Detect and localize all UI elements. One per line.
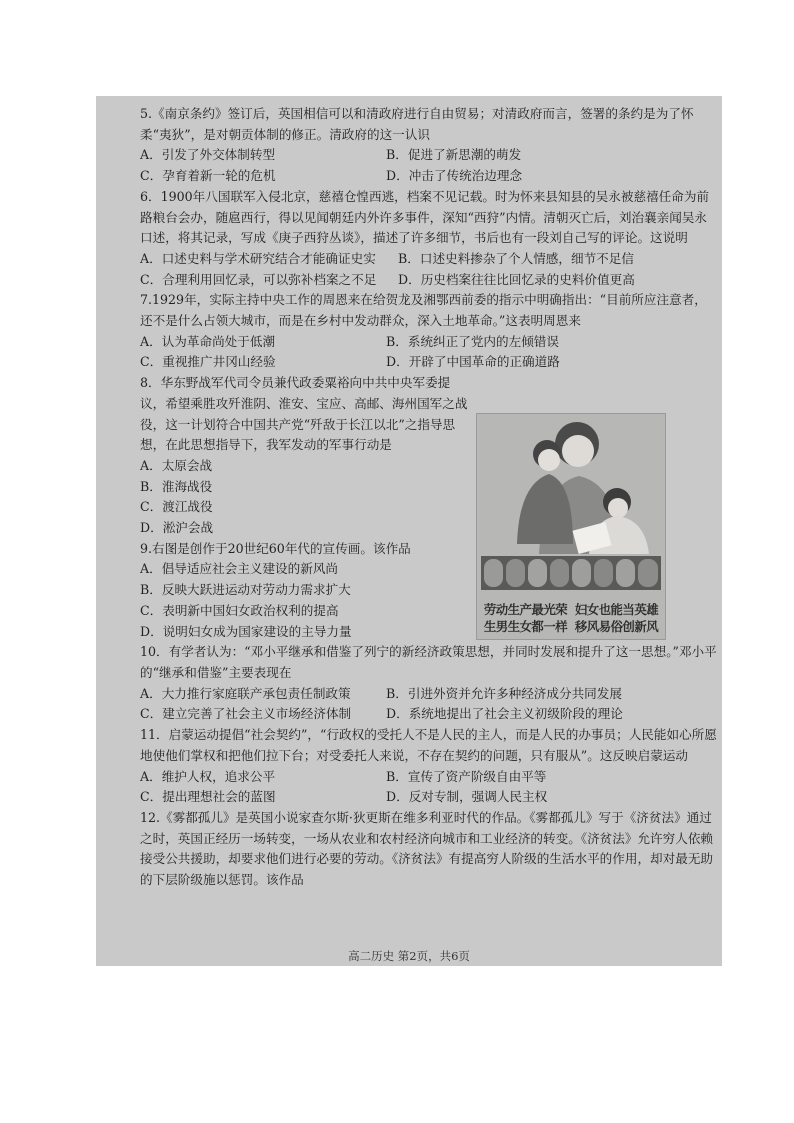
poster-slogans xyxy=(477,601,665,635)
q5-option-c: C．孕育着新一轮的危机 xyxy=(140,168,276,184)
q9-option-c: C．表明新中国妇女政治权利的提高 xyxy=(140,602,339,618)
q6-option-d: D．历史档案往往比回忆录的史料价值更高 xyxy=(398,271,635,287)
worker-figures-strip xyxy=(481,556,661,590)
q6-option-a: A．口述史料与学术研究结合才能确证史实 xyxy=(140,250,376,266)
q7-option-c: C．重视推广井冈山经验 xyxy=(140,354,276,370)
q8-option-a: A．太原会战 xyxy=(140,457,213,473)
scanned-exam-page xyxy=(96,96,722,966)
q10-option-b: B．引进外资并允许多种经济成分共同发展 xyxy=(386,685,622,701)
mother-face xyxy=(562,435,594,467)
slogan-right-2: 移风易俗创新风 xyxy=(574,619,659,634)
q10-options xyxy=(140,684,718,725)
q11-option-a: A．维护人权，追求公平 xyxy=(140,768,276,784)
q6-options xyxy=(140,249,718,290)
q5-option-b: B．促进了新思潮的萌发 xyxy=(386,147,522,163)
q5-option-a: A．引发了外交体制转型 xyxy=(140,147,276,163)
slogan-right-1: 妇女也能当英雄 xyxy=(574,602,659,617)
q10-option-d: D．系统地提出了社会主义初级阶段的理论 xyxy=(386,706,623,722)
q7-options xyxy=(140,332,718,373)
q8-option-b: B．淮海战役 xyxy=(140,478,213,494)
q11-option-d: D．反对专制，强调人民主权 xyxy=(386,789,548,805)
q11-options xyxy=(140,767,718,808)
q5-stem: 5.《南京条约》签订后，英国相信可以和清政府进行自由贸易；对清政府而言，签署的条约是为了怀柔“夷狄”，是对朝贡体制的修正。清政府的这一认识 xyxy=(140,106,694,142)
q5-options xyxy=(140,145,718,186)
q9-option-b: B．反映大跃进运动对劳动力需求扩大 xyxy=(140,582,351,598)
q9-stem: 9.右图是创作于20世纪60年代的宣传画。该作品 xyxy=(140,540,411,556)
q8-option-c: C．渡江战役 xyxy=(140,499,213,515)
q10-stem: 10．有学者认为：“邓小平继承和借鉴了列宁的新经济政策思想，并同时发展和提升了这一思想。”邓小平的“继承和借鉴”主要表现在 xyxy=(140,644,717,680)
q8-stem: 8．华东野战军代司令员兼代政委粟裕向中共中央军委提议，希望乘胜攻歼淮阴、淮安、宝应、高邮、海州国军之战役，这一计划符合中国共产党“歼敌于长江以北”之指导思想，在此思想指导下，我军发动的军事行动是 xyxy=(140,375,468,453)
page-footer: 高二历史 第2页，共6页 xyxy=(348,949,470,963)
q9-option-a: A．倡导适应社会主义建设的新风尚 xyxy=(140,561,339,577)
q7-option-b: B．系统纠正了党内的左倾错误 xyxy=(386,333,559,349)
q11-option-c: C．提出理想社会的蓝图 xyxy=(140,789,276,805)
propaganda-poster-image xyxy=(476,413,666,640)
q9-option-d: D．说明妇女成为国家建设的主导力量 xyxy=(140,623,352,639)
q7-option-a: A．认为革命尚处于低潮 xyxy=(140,333,276,349)
q6-option-c: C．合理利用回忆录，可以弥补档案之不足 xyxy=(140,271,377,287)
q6-option-b: B．口述史料掺杂了个人情感，细节不足信 xyxy=(398,250,634,266)
slogan-left-1: 劳动生产最光荣 xyxy=(483,602,568,617)
child-face xyxy=(538,449,560,471)
q6-stem: 6．1900年八国联军入侵北京，慈禧仓惶西逃，档案不见记载。时为怀来县知县的吴永被慈禧任命为前路粮台会办，随扈西行，得以见闻朝廷内外许多事件，深知“西狩”内情。清朝灭亡后，刘治襄亲闻吴永口述，将其记录，写成《庚子西狩丛谈》，描述了许多细节，书后也有一段刘自己写的评论。这说明 xyxy=(140,188,710,246)
q10-option-c: C．建立完善了社会主义市场经济体制 xyxy=(140,706,352,722)
slogan-left-2: 生男生女都一样 xyxy=(483,619,568,634)
q11-option-b: B．宣传了资产阶级自由平等 xyxy=(386,768,547,784)
girl-face xyxy=(608,498,628,518)
q7-option-d: D．开辟了中国革命的正确道路 xyxy=(386,354,560,370)
q8-option-d: D．淞沪会战 xyxy=(140,520,214,536)
q5-option-d: D．冲击了传统治边理念 xyxy=(386,168,523,184)
q10-option-a: A．大力推行家庭联产承包责任制政策 xyxy=(140,685,351,701)
q11-stem: 11．启蒙运动提倡“社会契约”，“行政权的受托人不是人民的主人，而是人民的办事员；人民能如心所愿地使他们掌权和把他们拉下台；对受委托人来说，不存在契约的问题，只有服从”。这反映启蒙运动 xyxy=(140,727,717,763)
q12-stem: 12.《雾都孤儿》是英国小说家查尔斯·狄更斯在维多利亚时代的作品。《雾都孤儿》写于《济贫法》通过之时，英国正经历一场转变，一场从农业和农村经济向城市和工业经济的转变。《济贫法》允许穷人依赖接受公共援助，却要求他们进行必要的劳动。《济贫法》有提高穷人阶级的生活水平的作用，却对最无助的下层阶级施以惩罚。该作品 xyxy=(140,809,714,888)
q7-stem: 7.1929年，实际主持中央工作的周恩来在给贺龙及湘鄂西前委的指示中明确指出：“目前所应注意者，还不是什么占领大城市，而是在乡村中发动群众，深入土地革命。”这表明周恩来 xyxy=(140,292,707,329)
